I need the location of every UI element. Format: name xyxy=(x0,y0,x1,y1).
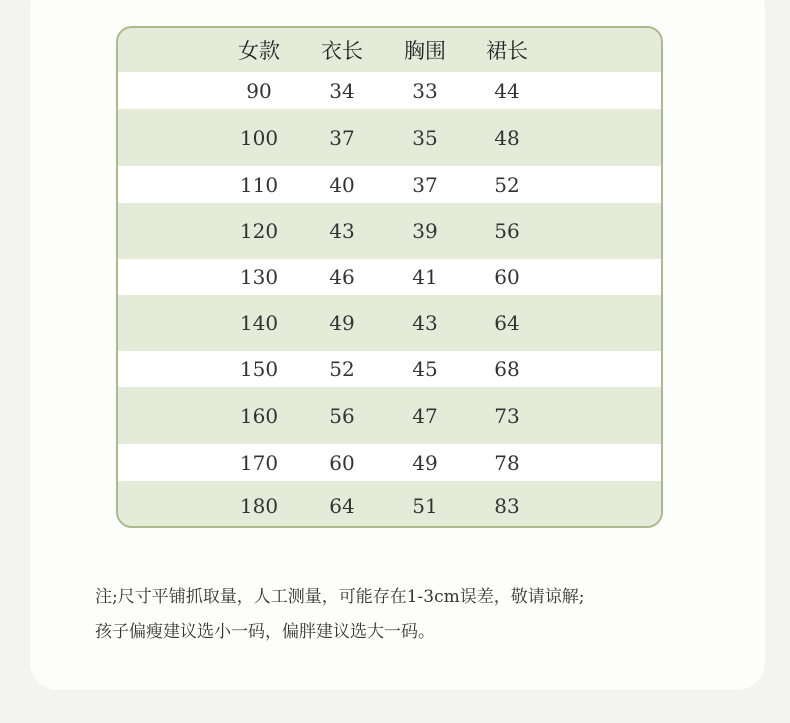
cell-skirt-length: 78 xyxy=(494,450,520,475)
table-row xyxy=(118,109,661,166)
cell-length: 49 xyxy=(329,311,355,335)
table-row xyxy=(118,259,661,295)
cell-length: 60 xyxy=(329,450,355,475)
cell-skirt-length: 64 xyxy=(494,311,520,335)
table-row xyxy=(118,72,661,109)
table-row xyxy=(118,444,661,481)
cell-size: 90 xyxy=(246,78,272,103)
cell-skirt-length: 52 xyxy=(494,172,520,197)
note-line-2: 孩子偏瘦建议选小一码，偏胖建议选大一码。 xyxy=(95,622,435,642)
cell-skirt-length: 73 xyxy=(494,403,520,428)
header-length: 衣长 xyxy=(321,39,363,63)
table-header-row xyxy=(118,28,661,72)
cell-length: 52 xyxy=(329,357,355,381)
table-row xyxy=(118,387,661,444)
header-size: 女款 xyxy=(238,39,280,63)
cell-chest: 33 xyxy=(412,78,438,103)
cell-size: 180 xyxy=(239,493,279,518)
cell-size: 110 xyxy=(239,172,279,197)
cell-length: 40 xyxy=(329,172,355,197)
table-row xyxy=(118,351,661,387)
table-row xyxy=(118,203,661,259)
cell-length: 34 xyxy=(329,78,355,103)
cell-chest: 49 xyxy=(412,450,438,475)
cell-skirt-length: 44 xyxy=(494,78,520,103)
cell-chest: 43 xyxy=(412,311,438,335)
cell-chest: 39 xyxy=(412,219,438,243)
size-chart-table xyxy=(116,26,663,528)
cell-chest: 51 xyxy=(412,493,438,518)
table-row xyxy=(118,295,661,351)
cell-skirt-length: 60 xyxy=(494,265,520,289)
table-row xyxy=(118,481,661,528)
header-skirt-length: 裙长 xyxy=(486,39,528,63)
cell-length: 56 xyxy=(329,403,355,428)
cell-chest: 41 xyxy=(412,265,438,289)
cell-skirt-length: 83 xyxy=(494,493,520,518)
table-row xyxy=(118,166,661,203)
cell-chest: 35 xyxy=(412,125,438,150)
cell-size: 170 xyxy=(239,450,279,475)
cell-length: 43 xyxy=(329,219,355,243)
cell-size: 100 xyxy=(239,125,279,150)
cell-size: 140 xyxy=(239,311,279,335)
cell-skirt-length: 48 xyxy=(494,125,520,150)
note-line-1: 注;尺寸平铺抓取量，人工测量，可能存在1-3cm误差，敬请谅解; xyxy=(95,587,585,607)
cell-size: 150 xyxy=(239,357,279,381)
cell-length: 46 xyxy=(329,265,355,289)
cell-chest: 37 xyxy=(412,172,438,197)
cell-size: 160 xyxy=(239,403,279,428)
cell-chest: 47 xyxy=(412,403,438,428)
cell-size: 120 xyxy=(239,219,279,243)
cell-skirt-length: 56 xyxy=(494,219,520,243)
cell-skirt-length: 68 xyxy=(494,357,520,381)
header-chest: 胸围 xyxy=(404,39,446,63)
cell-size: 130 xyxy=(239,265,279,289)
cell-chest: 45 xyxy=(412,357,438,381)
cell-length: 64 xyxy=(329,493,355,518)
cell-length: 37 xyxy=(329,125,355,150)
